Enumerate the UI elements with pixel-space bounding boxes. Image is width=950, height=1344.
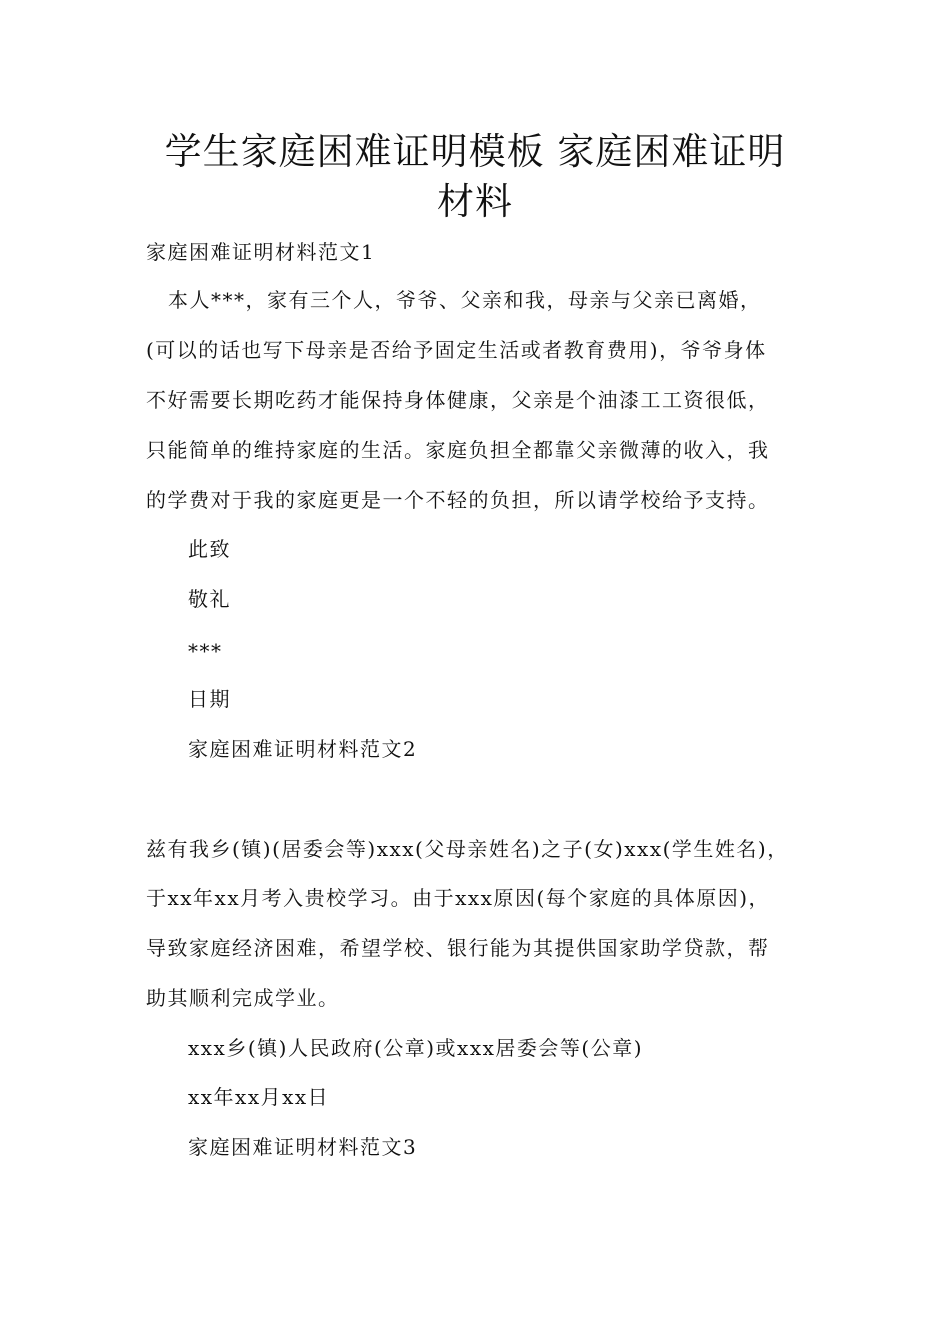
date-label: 日期 <box>188 687 231 711</box>
document-title-line-2: 材料 <box>437 180 513 223</box>
closing-salutation: 此致 <box>188 537 231 561</box>
section-1-heading: 家庭困难证明材料范文1 <box>146 240 376 264</box>
section-1-paragraph-line: (可以的话也写下母亲是否给予固定生活或者教育费用)，爷爷身体 <box>146 338 767 362</box>
section-3-heading: 家庭困难证明材料范文3 <box>188 1135 418 1159</box>
document-title-line-1: 学生家庭困难证明模板 家庭困难证明 <box>164 130 786 173</box>
section-2-paragraph-line: 于xx年xx月考入贵校学习。由于xxx原因(每个家庭的具体原因)， <box>146 886 771 910</box>
section-1-paragraph-line: 的学费对于我的家庭更是一个不轻的负担，所以请学校给予支持。 <box>146 488 770 512</box>
closing-regards: 敬礼 <box>188 587 231 611</box>
issue-date: xx年xx月xx日 <box>188 1085 330 1109</box>
section-2-paragraph-line: 导致家庭经济困难，希望学校、银行能为其提供国家助学贷款，帮 <box>146 936 770 960</box>
section-1-paragraph-line: 不好需要长期吃药才能保持身体健康，父亲是个油漆工工资很低， <box>146 388 770 412</box>
section-1-paragraph-line: 本人***，家有三个人，爷爷、父亲和我，母亲与父亲已离婚， <box>168 288 762 312</box>
section-2-paragraph-line: 助其顺利完成学业。 <box>146 986 340 1010</box>
section-1-paragraph-line: 只能简单的维持家庭的生活。家庭负担全都靠父亲微薄的收入，我 <box>146 438 770 462</box>
section-2-paragraph-line: 兹有我乡(镇)(居委会等)xxx(父母亲姓名)之子(女)xxx(学生姓名)， <box>146 837 789 861</box>
signature: *** <box>188 639 223 663</box>
section-2-heading: 家庭困难证明材料范文2 <box>188 737 418 761</box>
issuer-line: xxx乡(镇)人民政府(公章)或xxx居委会等(公章) <box>188 1036 643 1060</box>
